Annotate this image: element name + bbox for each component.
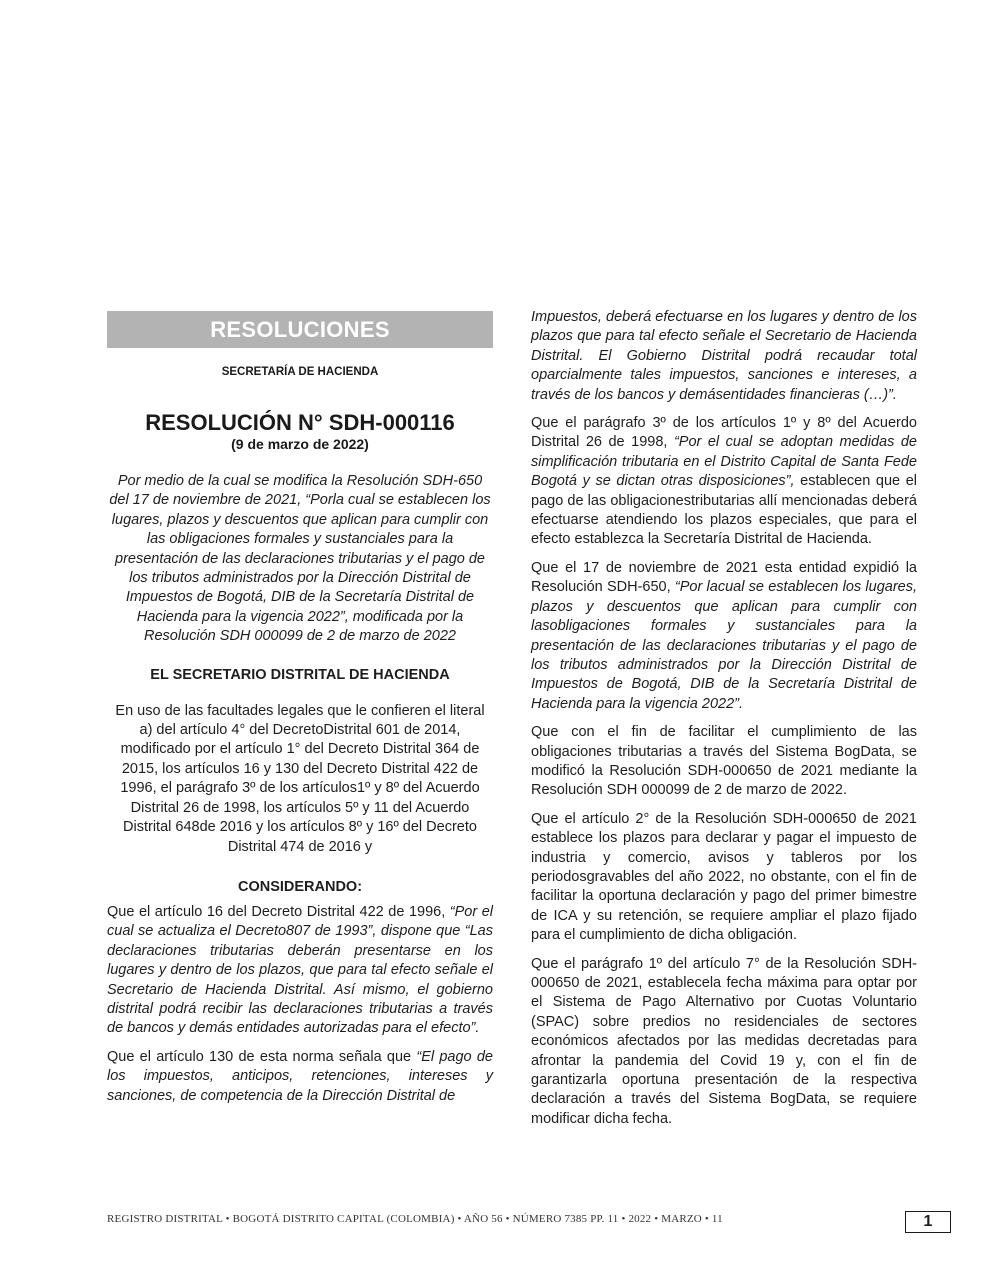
paragraph-text: Que el artículo 16 del Decreto Distrital 422 de 1996, xyxy=(107,903,450,920)
paragraph-text: Que el parágrafo 1º del artículo 7° de la Resolución SDH-000650 de 2021, establecela fecha máxima para optar por el Sistema de Pago Alternativo por Cuotas Voluntario (SPAC) sobre predios no residenciales de sectores económicos afectados por las medidas decretadas para afrontar la pandemia del Covid 19 y, con el fin de garantizarla oportuna presentación de la respectiva declaración a través del Sistema BogData, se requiere modificar dicha fecha. xyxy=(531,955,917,1127)
paragraph-text: Que el artículo 2° de la Resolución SDH-000650 de 2021 establece los plazos para declarar y pagar el impuesto de industria y comercio, avisos y tableros por los periodosgravables del año 2022, no obstante, con el fin de facilitar la oportuna declaración y pago del primer bimestre de ICA y su retención, se requiere ampliar el plazo fijado para el cumplimiento de dicha obligación. xyxy=(531,810,917,944)
paragraph-quote: “Por el cual se actualiza el Decreto807 de 1993”, dispone que “Las declaraciones tributarias deberán presentarse en los lugares y dentro de los plazos, que para tal efecto señale el Secretario de Hacienda Distrital. Así mismo, el gobierno distrital podrá recibir las declaraciones tributarias a través de bancos y demás entidades autorizadas para el efecto”. xyxy=(107,903,493,1037)
considering-heading: CONSIDERANDO: xyxy=(237,878,363,895)
left-column xyxy=(107,308,493,1115)
considering-paragraph xyxy=(531,308,917,405)
paragraph-text: establecen que el pago de las obligacionestributarias allí mencionadas deberá efectuarse atendiendo los plazos especiales, que para el efecto establezca la Secretaría Distrital de Hacienda. xyxy=(531,473,917,548)
page-number: 1 xyxy=(905,1211,951,1233)
paragraph-text: Que el artículo 130 de esta norma señala que xyxy=(107,1048,417,1065)
running-footer: REGISTRO DISTRITAL • BOGOTÁ DISTRITO CAPITAL (COLOMBIA) • AÑO 56 • NÚMERO 7385 PP. 11 • 2022 • MARZO • 11 xyxy=(107,1213,723,1225)
paragraph-quote: “Por lacual se establecen los lugares, plazos y descuentos que aplican para cumplir con lasobligaciones formales y sustanciales para la presentación de las declaraciones tributarias y el pago de los tributos administrados por la Dirección Distrital de Impuestos de Bogotá, DIB de la Secretaría Distrital de Hacienda para la vigencia 2022”. xyxy=(531,579,917,712)
resolution-title: RESOLUCIÓN N° SDH-000116 xyxy=(145,410,455,435)
right-column xyxy=(531,308,917,1138)
considering-paragraph xyxy=(531,955,917,1130)
paragraph-text: Que con el fin de facilitar el cumplimiento de las obligaciones tributarias a través del Sistema BogData, se modificó la Resolución SDH-000650 de 2021 mediante la Resolución SDH 000099 de 2 de marzo de 2022. xyxy=(531,724,917,799)
considering-paragraph xyxy=(107,1048,493,1106)
paragraph-quote: Impuestos, deberá efectuarse en los lugares y dentro de los plazos que para tal efecto señale el Secretario de Hacienda Distrital. El Gobierno Distrital podrá recaudar total oparcialmente tales impuestos, sanciones e intereses, a través de los bancos y demásentidades financieras (…)”. xyxy=(531,309,917,403)
considering-paragraph xyxy=(531,810,917,946)
issuing-entity: SECRETARÍA DE HACIENDA xyxy=(221,366,379,378)
legal-faculties: En uso de las facultades legales que le confieren el literal a) del artículo 4° del DecretoDistrital 601 de 2014, modificado por el artículo 1° del Decreto Distrital 364 de 2015, los artículos 16 y 130 del Decreto Distrital 422 de 1996, el parágrafo 3º de los artículos1º y 8º del Acuerdo Distrital 26 de 1998, los artículos 5º y 11 del Acuerdo Distrital 648de 2016 y los artículos 8º y 16º del Decreto Distrital 474 de 2016 y xyxy=(115,702,485,855)
considering-paragraph xyxy=(531,723,917,801)
section-banner: RESOLUCIONES xyxy=(107,311,493,348)
considering-paragraph xyxy=(531,559,917,714)
paragraph-quote: “Por el cual se adoptan medidas de simplificación tributaria en el Distrito Capital de Santa Fede Bogotá y se dictan otras disposiciones”, xyxy=(531,434,917,490)
authority-heading: EL SECRETARIO DISTRITAL DE HACIENDA xyxy=(150,666,450,683)
considering-paragraph xyxy=(107,903,493,1039)
paragraph-text: Que el 17 de noviembre de 2021 esta entidad expidió la Resolución SDH-650, xyxy=(531,559,917,596)
paragraph-text: Que el parágrafo 3º de los artículos 1º y 8º del Acuerdo Distrital 26 de 1998, xyxy=(531,415,917,451)
resolution-date: (9 de marzo de 2022) xyxy=(231,436,369,452)
paragraph-quote: “El pago de los impuestos, anticipos, retenciones, intereses y sanciones, de competencia de la Dirección Distrital de xyxy=(107,1048,493,1104)
considering-paragraph xyxy=(531,414,917,550)
resolution-summary: Por medio de la cual se modifica la Resolución SDH-650 del 17 de noviembre de 2021, “Porla cual se establecen los lugares, plazos y descuentos que aplican para cumplir con las obligaciones formales y sustanciales para la presentación de las declaraciones tributarias y el pago de los tributos administrados por la Dirección Distrital de Impuestos de Bogotá, DIB de la Secretaría Distrital de Hacienda para la vigencia 2022”, modificada por la Resolución SDH 000099 de 2 de marzo de 2022 xyxy=(109,473,491,645)
